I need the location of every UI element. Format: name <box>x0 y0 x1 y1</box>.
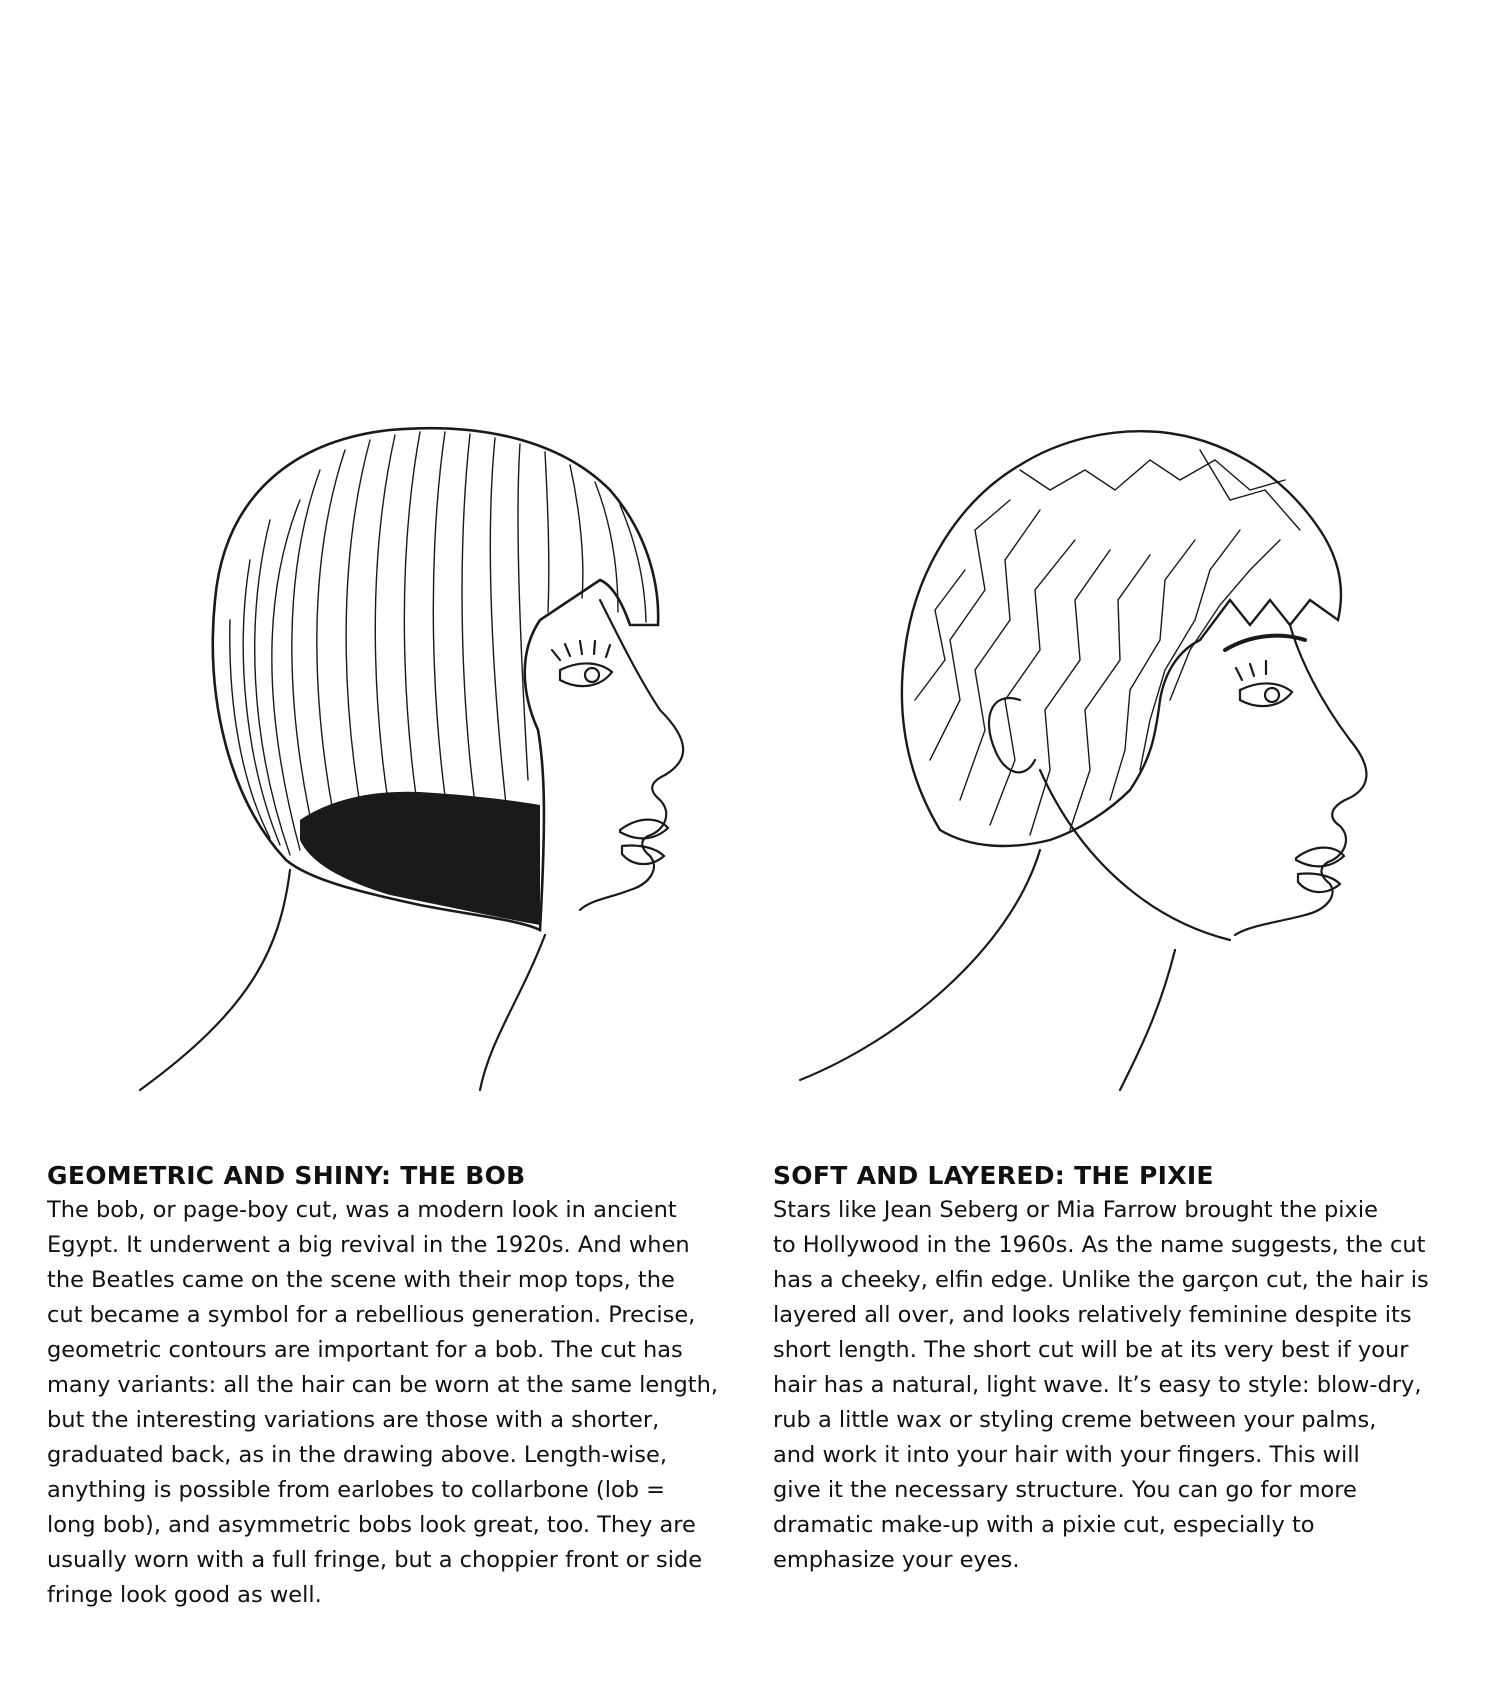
pixie-line: emphasize your eyes. <box>773 1547 1020 1573</box>
bob-line: but the interesting variations are those with a shorter, <box>47 1407 660 1433</box>
pixie-line: rub a little wax or styling creme between your palms, <box>773 1407 1377 1433</box>
bob-section <box>47 1158 747 1613</box>
pixie-drawing <box>800 431 1366 1090</box>
bob-line: The bob, or page-boy cut, was a modern look in ancient <box>47 1197 677 1223</box>
pixie-line: short length. The short cut will be at its very best if your <box>773 1337 1409 1363</box>
pixie-line: to Hollywood in the 1960s. As the name suggests, the cut <box>773 1232 1426 1258</box>
pixie-line: hair has a natural, light wave. It’s easy to style: blow-dry, <box>773 1372 1422 1398</box>
pixie-line: Stars like Jean Seberg or Mia Farrow brought the pixie <box>773 1197 1378 1223</box>
bob-line: long bob), and asymmetric bobs look great, too. They are <box>47 1512 696 1538</box>
bob-line: cut became a symbol for a rebellious generation. Precise, <box>47 1302 696 1328</box>
pixie-section <box>773 1158 1473 1578</box>
bob-line: geometric contours are important for a bob. The cut has <box>47 1337 683 1363</box>
pixie-paragraph <box>773 1193 1473 1578</box>
bob-line: fringe look good as well. <box>47 1582 322 1608</box>
pixie-heading: SOFT AND LAYERED: THE PIXIE <box>773 1161 1214 1190</box>
bob-heading: GEOMETRIC AND SHINY: THE BOB <box>47 1161 526 1190</box>
bob-line: the Beatles came on the scene with their mop tops, the <box>47 1267 675 1293</box>
bob-paragraph <box>47 1193 747 1613</box>
pixie-line: dramatic make-up with a pixie cut, especially to <box>773 1512 1315 1538</box>
bob-line: usually worn with a full fringe, but a choppier front or side <box>47 1547 703 1573</box>
bob-line: many variants: all the hair can be worn at the same length, <box>47 1372 719 1398</box>
bob-line: anything is possible from earlobes to collarbone (lob = <box>47 1477 666 1503</box>
bob-drawing <box>140 428 683 1090</box>
pixie-line: has a cheeky, elfin edge. Unlike the garçon cut, the hair is <box>773 1267 1429 1293</box>
pixie-line: give it the necessary structure. You can go for more <box>773 1477 1357 1503</box>
pixie-line: and work it into your hair with your fingers. This will <box>773 1442 1360 1468</box>
pixie-line: layered all over, and looks relatively feminine despite its <box>773 1302 1412 1328</box>
bob-line: Egypt. It underwent a big revival in the 1920s. And when <box>47 1232 690 1258</box>
bob-line: graduated back, as in the drawing above. Length-wise, <box>47 1442 667 1468</box>
